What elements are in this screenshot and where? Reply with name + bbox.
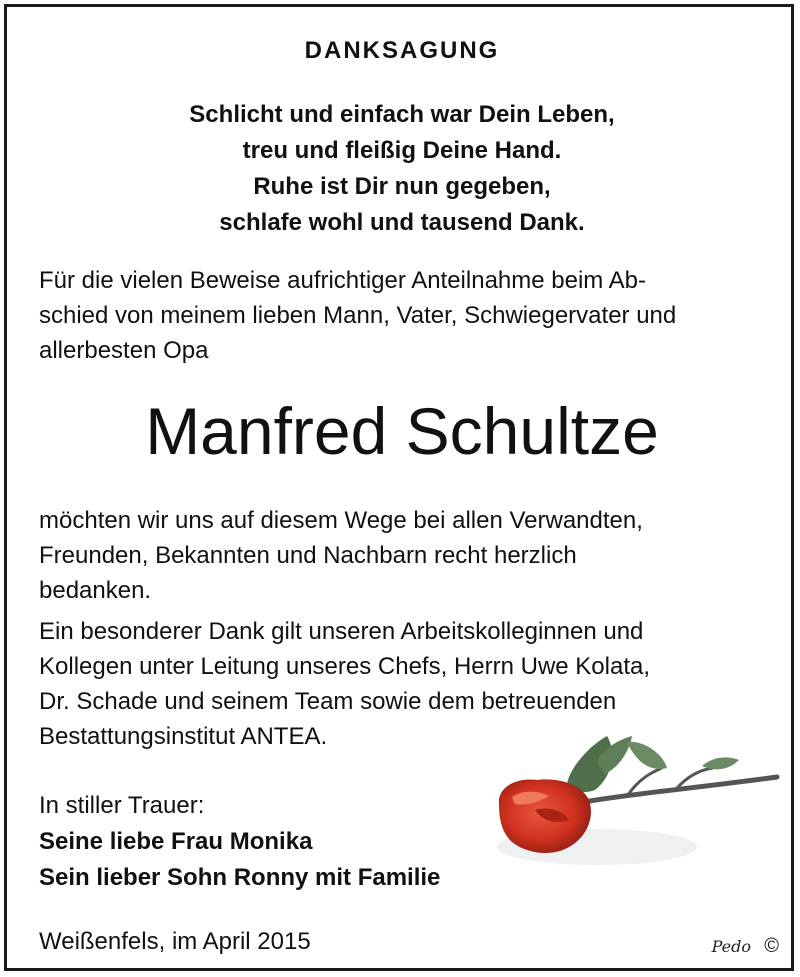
- special-thanks-line: Bestattungsinstitut ANTEA.: [39, 723, 328, 750]
- special-thanks-line: Dr. Schade und seinem Team sowie dem betreuenden: [39, 688, 617, 715]
- signatory: Seine liebe Frau Monika: [39, 828, 313, 855]
- thanks-line: bedanken.: [39, 577, 152, 604]
- heading: DANKSAGUNG: [304, 37, 500, 64]
- poem-line: schlafe wohl und tausend Dank.: [219, 209, 585, 236]
- thanks-line: Freunden, Bekannten und Nachbarn recht herzlich: [39, 542, 577, 569]
- intro-line: Für die vielen Beweise aufrichtiger Anteilnahme beim Ab-: [39, 267, 646, 294]
- copyright-icon: ©: [764, 935, 779, 957]
- intro-paragraph: [39, 263, 779, 368]
- poem-line: Ruhe ist Dir nun gegeben,: [253, 173, 551, 200]
- special-thanks-line: Kollegen unter Leitung unseres Chefs, Herrn Uwe Kolata,: [39, 653, 651, 680]
- deceased-name: Manfred Schultze: [145, 394, 659, 468]
- mourning-label: In stiller Trauer:: [39, 792, 205, 819]
- poem: [7, 97, 797, 241]
- intro-line: schied von meinem lieben Mann, Vater, Schwiegervater und: [39, 302, 677, 329]
- designer-credit: Pedo: [711, 937, 751, 956]
- poem-line: Schlicht und einfach war Dein Leben,: [189, 101, 615, 128]
- place-date: Weißenfels, im April 2015: [39, 928, 311, 955]
- intro-line: allerbesten Opa: [39, 337, 209, 364]
- special-thanks-line: Ein besonderer Dank gilt unseren Arbeitskolleginnen und: [39, 618, 644, 645]
- thanks-line: möchten wir uns auf diesem Wege bei allen Verwandten,: [39, 507, 643, 534]
- thanks-paragraph: [39, 503, 779, 608]
- poem-line: treu und fleißig Deine Hand.: [242, 137, 562, 164]
- signatory: Sein lieber Sohn Ronny mit Familie: [39, 864, 441, 891]
- obituary-card: [4, 4, 794, 971]
